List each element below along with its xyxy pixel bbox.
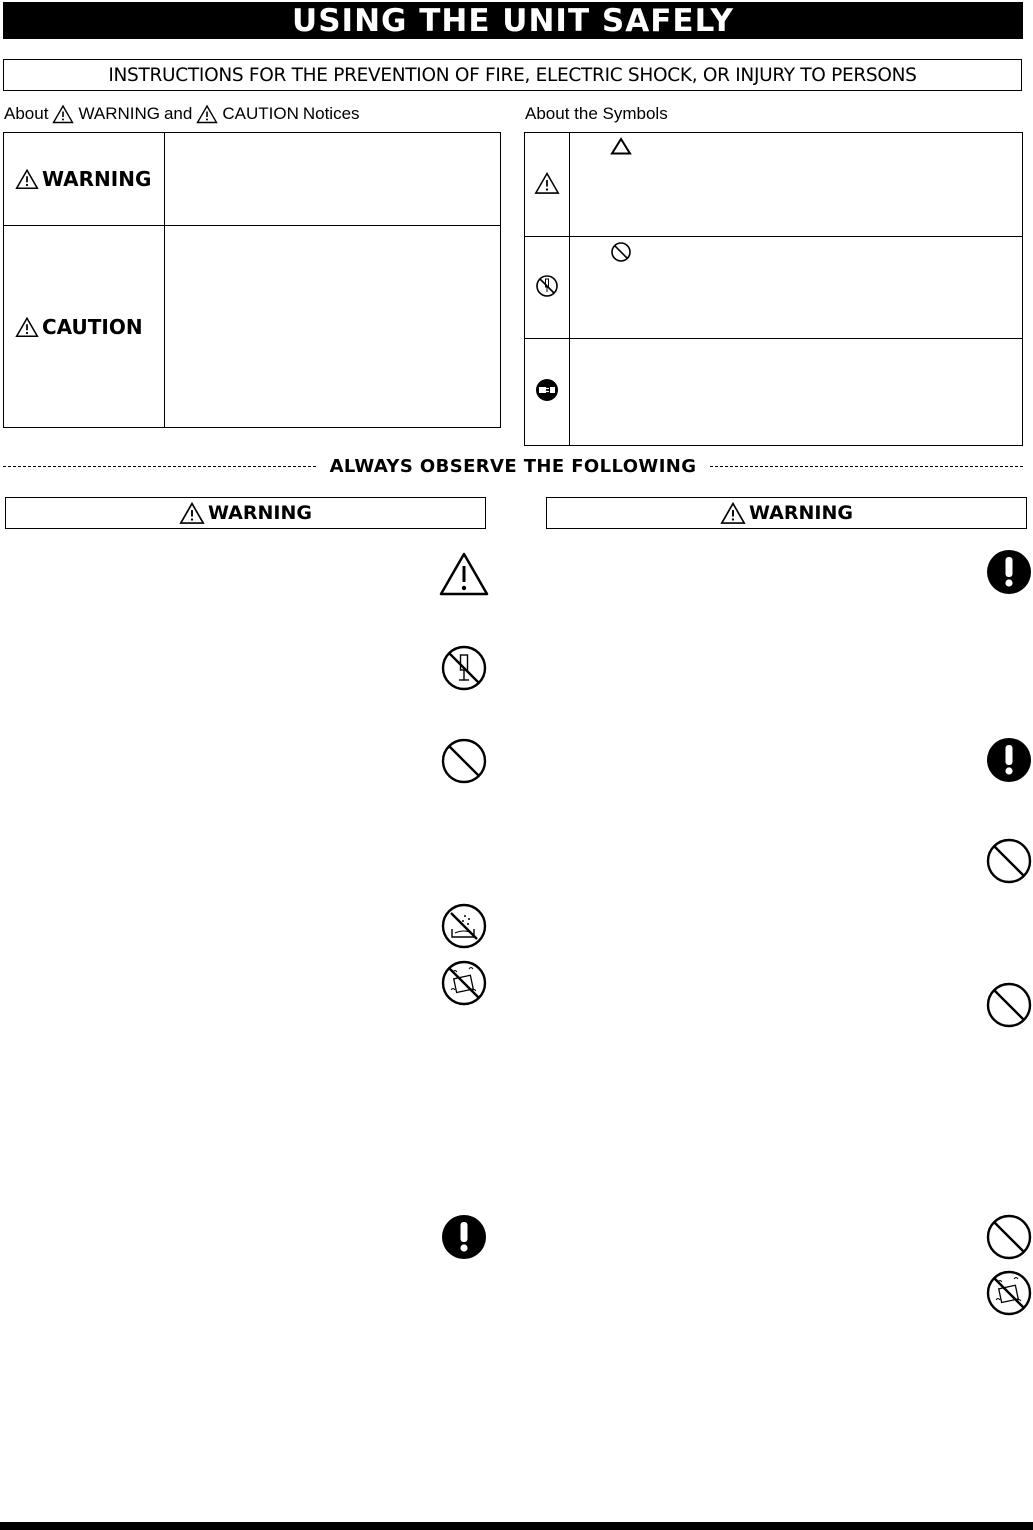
warning-notice-row <box>4 133 501 226</box>
warning-triangle-icon <box>438 551 490 597</box>
caution-notice-body <box>165 226 501 428</box>
notices-heading-warning: WARNING <box>78 104 160 123</box>
warning-triangle-icon <box>534 171 560 195</box>
unplug-icon <box>535 378 559 402</box>
prohibited-icon <box>986 982 1032 1028</box>
no-liquid-container-icon <box>441 960 487 1006</box>
symbols-table <box>524 132 1023 446</box>
mandatory-action-icon <box>441 1214 487 1260</box>
prohibited-icon <box>441 738 487 784</box>
mandatory-action-icon <box>986 549 1032 595</box>
symbol-row-mandatory <box>525 339 1023 446</box>
notices-heading-caution: CAUTION <box>222 104 299 123</box>
warning-triangle-icon <box>15 168 39 190</box>
right-warning-header-text: WARNING <box>749 502 853 524</box>
symbols-heading <box>525 104 668 124</box>
caution-label-text: CAUTION <box>42 314 143 339</box>
left-warning-header <box>5 497 486 529</box>
symbol-description <box>570 133 1023 237</box>
caution-notice-row <box>4 226 501 428</box>
prohibited-circle-icon <box>610 241 632 263</box>
instructions-heading <box>3 59 1022 91</box>
do-not-disassemble-icon <box>535 274 559 298</box>
warning-triangle-icon <box>720 501 746 525</box>
symbol-row-triangle <box>525 133 1023 237</box>
warning-triangle-icon <box>179 501 205 525</box>
left-warning-header-text: WARNING <box>208 502 312 524</box>
symbol-row-prohibit <box>525 237 1023 339</box>
page-title-text: USING THE UNIT SAFELY <box>292 2 734 39</box>
always-observe-divider <box>3 456 1023 476</box>
warning-notice-label <box>5 167 163 191</box>
prohibited-icon <box>986 838 1032 884</box>
right-warning-header <box>546 497 1027 529</box>
caution-notice-label-cell <box>4 226 165 428</box>
warning-notice-body <box>165 133 501 226</box>
notices-heading-about: About <box>4 104 49 123</box>
symbol-description <box>570 339 1023 446</box>
no-liquid-container-icon <box>986 1270 1032 1316</box>
symbol-cell <box>525 237 570 339</box>
dashed-line-right <box>710 466 1023 467</box>
warning-notice-label-cell <box>4 133 165 226</box>
caution-triangle-icon <box>15 316 39 338</box>
mandatory-action-icon <box>986 737 1032 783</box>
caution-notice-label <box>5 315 163 339</box>
caution-triangle-icon <box>196 104 218 124</box>
symbol-cell <box>525 339 570 446</box>
warning-triangle-icon <box>52 104 74 124</box>
bottom-rule <box>0 1522 1033 1530</box>
symbol-cell <box>525 133 570 237</box>
warning-label-text: WARNING <box>42 167 152 191</box>
notices-heading-suffix: Notices <box>302 104 360 123</box>
notices-heading-and: and <box>163 104 193 123</box>
dashed-line-left <box>3 466 316 467</box>
prohibited-icon <box>986 1214 1032 1260</box>
symbol-description <box>570 237 1023 339</box>
page-title <box>3 2 1023 39</box>
notices-heading <box>4 104 360 124</box>
instructions-heading-text: INSTRUCTIONS FOR THE PREVENTION OF FIRE, ELECTRIC SHOCK, OR INJURY TO PERSONS <box>108 64 917 86</box>
symbols-heading-text: About the Symbols <box>525 104 668 123</box>
triangle-icon <box>610 137 632 155</box>
no-water-icon <box>441 903 487 949</box>
always-observe-heading: ALWAYS OBSERVE THE FOLLOWING <box>329 455 697 477</box>
notices-table <box>3 132 501 428</box>
do-not-disassemble-icon <box>441 645 487 691</box>
